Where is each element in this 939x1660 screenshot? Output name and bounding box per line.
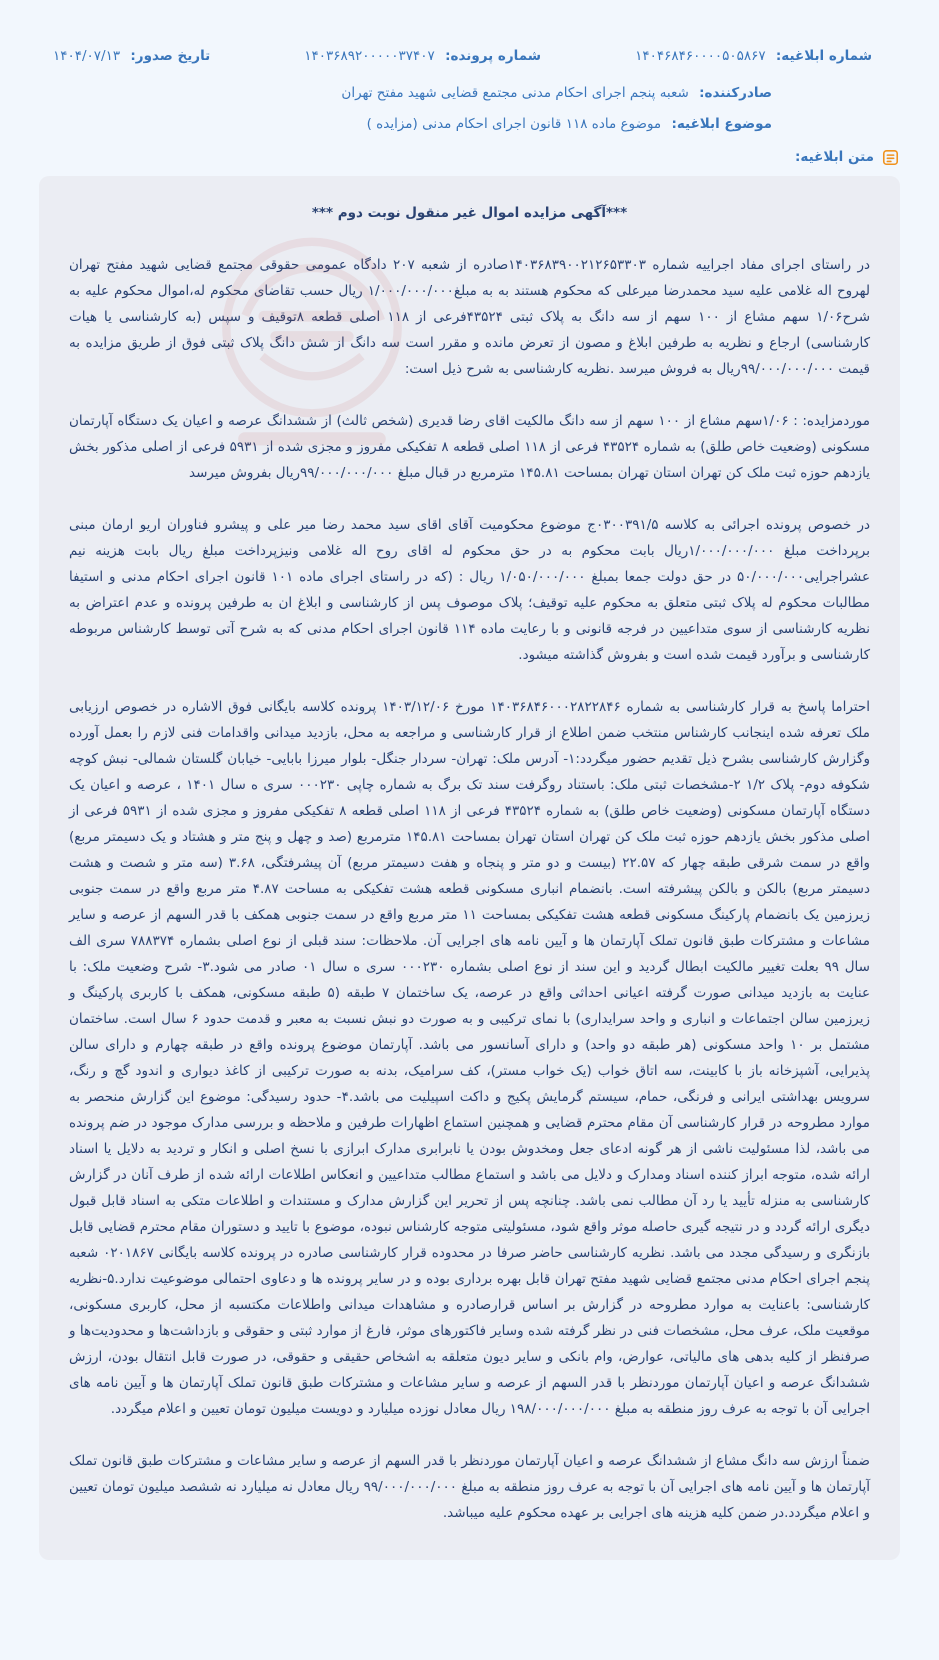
subject-row <box>39 114 900 135</box>
issuer-row <box>39 83 900 104</box>
case-number-value: ۱۴۰۳۶۸۹۲۰۰۰۰۰۳۷۴۰۷ <box>304 48 435 64</box>
notice-paragraph-5: ضمناً ارزش سه دانگ مشاع از ششدانگ عرصه و اعیان آپارتمان موردنظر با قدر السهم از عرصه و سایر مشاعات و مشترکات طبق قانون تملک آپارتمان ها و آیین نامه های اجرایی آن با توجه به عرف روز منطقه به مبلغ ۹۹/۰۰۰/۰۰۰/۰۰۰ ریال معادل نه میلیارد نه ششصد میلیون تومان تعیین و اعلام میگردد.در ضمن کلیه هزینه های اجرایی بر عهده محکوم علیه میباشد. <box>69 1453 870 1521</box>
notice-paragraph-2: موردمزایده: : ۱/۰۶سهم مشاع از ۱۰۰ سهم از سه دانگ مالکیت اقای رضا قدیری (شخص ثالث) از ششدانگ عرصه و اعیان یک دستگاه آپارتمان مسکونی (وضعیت خاص طلق) به شماره ۴۳۵۲۴ فرعی از ۱۱۸ اصلی قطعه ۸ تفکیکی مفروز و مجزی شده از ۵۹۳۱ فرعی از اصلی مذکور بخش یازدهم حوزه ثبت ملک کن تهران استان تهران بمساحت ۱۴۵.۸۱ مترمربع در قبال مبلغ ۹۹/۰۰۰/۰۰۰/۰۰۰ریال بفروش میرسد <box>69 413 870 481</box>
notice-text-label: متن ابلاغیه: <box>795 149 874 165</box>
subject-label: موضوع ابلاغیه: <box>671 116 772 132</box>
notice-paragraph-3: در خصوص پرونده اجرائی به کلاسه ۰۳۰۰۳۹۱/۵ج موضوع محکومیت آقای اقای سید محمد رضا میر علی و پیشرو فناوران اریو ارمان مبنی برپرداخت مبلغ ۱/۰۰۰/۰۰۰/۰۰۰ریال بابت محکوم به در حق محکوم له اقای روح اله غلامی ونیزپرداخت مبلغ ریال بابت هزینه نیم عشراجرایی۵۰/۰۰۰/۰۰۰ در حق دولت جمعا بمبلغ ۱/۰۵۰/۰۰۰/۰۰۰ ریال : (که در راستای اجرای ماده ۱۰۱ قانون اجرای احکام مدنی و استیفا مطالبات محکوم له پلاک ثبتی متعلق به محکوم علیه توقیف؛ پلاک موصوف پس از کارشناسی و ابلاغ ان به طرفین پرونده و عدم اعتراض به نظریه کارشناسی از سوی متداعیین در فرجه قانونی و با رعایت ماده ۱۱۴ قانون اجرای احکام مدنی که به شرح آتی توسط کارشناس مربوطه کارشناسی و برآورد قیمت شده است و بفروش گذاشته میشود. <box>69 517 871 663</box>
issuer-label: صادرکننده: <box>699 85 772 101</box>
case-number-label: شماره پرونده: <box>445 48 542 64</box>
document-note-icon <box>881 148 900 167</box>
notice-number-label: شماره ابلاغیه: <box>775 48 872 64</box>
notice-title: ***آگهی مزایده اموال غیر منقول نوبت دوم *** <box>311 205 628 221</box>
notice-number-field <box>635 46 872 67</box>
issue-date-field <box>53 46 210 67</box>
notice-paragraph-1: در راستای اجرای مفاد اجراییه شماره ۱۴۰۳۶۸۳۹۰۰۲۱۲۶۵۳۳۰۳صادره از شعبه ۲۰۷ دادگاه عمومی حقوقی مجتمع قضایی شهید مفتح تهران لهروح اله غلامی علیه سید محمدرضا میرعلی که محکوم هستند به به مبلغ۱/۰۰۰/۰۰۰/۰۰۰ ریال حسب تقاضای محکوم له،اموال محکوم علیه به شرح۱/۰۶ سهم مشاع از ۱۰۰ سهم از سه دانگ به پلاک ثبتی ۴۳۵۲۴فرعی از ۱۱۸ اصلی قطعه ۸توقیف و سپس (به کارشناسی یا هیات کارشناسی) ارجاع و نظریه به طرفین ابلاغ و مصون از تعرض مانده و مقرر است سه دانگ از شش دانگ پلاک ثبتی فوق از طریق مزایده به قیمت ۹۹/۰۰۰/۰۰۰/۰۰۰ریال به فروش میرسد .نظریه کارشناسی به شرح ذیل است: <box>69 257 871 377</box>
document-header <box>39 46 900 168</box>
issue-date-label: تاریخ صدور: <box>130 48 211 64</box>
issuer-field <box>341 83 772 104</box>
notice-text-row <box>39 147 900 168</box>
notice-body-panel <box>39 176 900 1560</box>
subject-value: موضوع ماده ۱۱۸ قانون اجرای احکام مدنی (مزایده ) <box>366 116 662 132</box>
issue-date-value: ۱۴۰۴/۰۷/۱۳ <box>53 48 121 64</box>
header-meta-row <box>39 46 900 67</box>
issuer-value: شعبه پنجم اجرای احکام مدنی مجتمع قضایی شهید مفتح تهران <box>341 85 689 101</box>
notice-number-value: ۱۴۰۴۶۸۴۶۰۰۰۰۵۰۵۸۶۷ <box>635 48 766 64</box>
notice-paragraph-4: احتراما پاسخ به قرار کارشناسی به شماره ۱۴۰۳۶۸۴۶۰۰۰۲۸۲۲۸۴۶ مورخ ۱۴۰۳/۱۲/۰۶ پرونده کلاسه بایگانی فوق الاشاره در خصوص ارزیابی ملک تعرفه شده اینجانب کارشناس منتخب ضمن اطلاع از قرار کارشناسی و مراجعه به محل، بازدید میدانی واقدامات فنی لازم را بعمل آورده وگزارش کارشناسی بشرح ذیل تقدیم حضور میگردد:۱- آدرس ملک: تهران- سردار جنگل- بلوار میرزا بابایی- خیابان گلستان شمالی- نبش کوچه شکوفه دوم- پلاک ۱/۲ ۲-مشخصات ثبتی ملک: باستناد روگرفت سند تک برگ به شماره چاپی ۰۰۰۲۳۰ سری ه سال ۱۴۰۱ ، عرصه و اعیان یک دستگاه آپارتمان مسکونی (وضعیت خاص طلق) به شماره ۴۳۵۲۴ فرعی از ۱۱۸ اصلی قطعه ۸ تفکیکی مفروز و مجزی شده از ۵۹۳۱ فرعی از اصلی مذکور بخش یازدهم حوزه ثبت ملک کن تهران استان تهران بمساحت ۱۴۵.۸۱ مترمربع (صد و چهل و پنج متر و هشتاد و یک دسیمتر مربع) واقع در سمت شرقی طبقه چهار که ۲۲.۵۷ (بیست و دو متر و پنجاه و هفت دسیمتر مربع) آن پیشرفتگی، ۳.۶۸ (سه متر و شصت و هشت دسیمتر مربع) بالکن و بالکن پیشرفته است. بانضمام انباری مسکونی قطعه هشت تفکیکی به مساحت ۴.۸۷ متر مربع واقع در سمت جنوبی زیرزمین یک بانضمام پارکینگ مسکونی قطعه هشت تفکیکی بمساحت ۱۱ متر مربع واقع در سمت جنوبی همکف با قدر السهم از عرصه و سایر مشاعات و مشترکات طبق قانون تملک آپارتمان ها و آیین نامه های اجرایی آن. ملاحظات: سند قبلی از نوع اصلی بشماره ۷۸۸۳۷۴ سری الف سال ۹۹ بعلت تغییر مالکیت ابطال گردید و این سند از نوع اصلی بشماره ۰۰۰۲۳۰ سری ه سال ۰۱ صادر می شود.۳- شرح وضعیت ملک: با عنایت به بازدید میدانی صورت گرفته اعیانی احداثی واقع در عرصه، یک ساختمان ۷ طبقه (۵ طبقه مسکونی، همکف با کاربری پارکینگ و زیرزمین سالن اجتماعات و انباری و واحد سرایداری) با نمای ترکیبی و به صورت دو نبش نسبت به معبر و قدمت حدود ۶ سال است. ساختمان مشتمل بر ۱۰ واحد مسکونی (هر طبقه دو واحد) و دارای آسانسور می باشد. آپارتمان موضوع پرونده واقع در طبقه چهارم و دارای سالن پذیرایی، آشپزخانه باز با کابینت، سه اتاق خواب (یک خواب مستر)، کف سرامیک، بدنه به صورت ترکیبی از کاغذ دیواری و اندود گچ و رنگ، سرویس بهداشتی ایرانی و فرنگی، حمام، سیستم گرمایش پکیج و داکت اسپیلیت می باشد.۴- حدود رسیدگی: موضوع این گزارش منحصر به موارد مطروحه در قرار کارشناسی آن مقام محترم قضایی و همچنین استماع اظهارات طرفین و ملاحظه و بررسی مدارک موجود در ضم پرونده می باشد، لذا مسئولیت ناشی از هر گونه ادعای جعل ومخدوش بودن یا نابرابری مدارک ابرازی با نسخ اصلی و انکار و تردید به دلایل یا اسناد ارائه شده، متوجه ابراز کننده اسناد ومدارک و دلایل می باشد و استماع مطالب متداعیین و انعکاس اطلاعات ارائه شده از طرف آنان در گزارش کارشناسی به منزله تأیید یا رد آن مطالب نمی باشد. چنانچه پس از تحریر این گزارش مدارک و مستندات و اطلاعات متکی به اسناد قابل قبول دیگری ارائه گردد و در نتیجه گیری حاصله موثر واقع شود، مسئولیتی متوجه کارشناس نبوده، موضوع با تایید و دستوران مقام محترم قضایی قابل بازنگری و رسیدگی مجدد می باشد. نظریه کارشناسی حاضر صرفا در محدوده قرار کارشناسی صادره در پرونده کلاسه بایگانی ۰۲۰۱۸۶۷ شعبه پنجم اجرای احکام مدنی مجتمع قضایی شهید مفتح تهران قابل بهره برداری بوده و در سایر پرونده ها و دعاوی احتمالی موضوعیت ندارد.۵-نظریه کارشناسی: باعنایت به موارد مطروحه در گزارش بر اساس قرارصادره و مشاهدات میدانی واطلاعات مکتسبه از محل، کاربری مسکونی، موقعیت ملک، عرف محل، مشخصات فنی در نظر گرفته شده وسایر فاکتورهای موثر، فارغ از موارد ثبتی و حقوقی و بازداشت‌ها و محدودیت‌ها و صرفنظر از کلیه بدهی های مالیاتی، عوارض، وام بانکی و سایر دیون متعلقه به اشخاص حقیقی و حقوقی، در صورت قابل انتقال بودن، ارزش ششدانگ عرصه و اعیان آپارتمان موردنظر با قدر السهم از عرصه و سایر مشاعات و مشترکات طبق قانون تملک آپارتمان ها و آیین نامه های اجرایی آن با توجه به عرف روز منطقه به مبلغ ۱۹۸/۰۰۰/۰۰۰/۰۰۰ ریال معادل نوزده میلیارد و دویست میلیون تومان تعیین و اعلام میگردد. <box>69 699 871 1417</box>
case-number-field <box>304 46 541 67</box>
subject-field <box>367 114 772 135</box>
